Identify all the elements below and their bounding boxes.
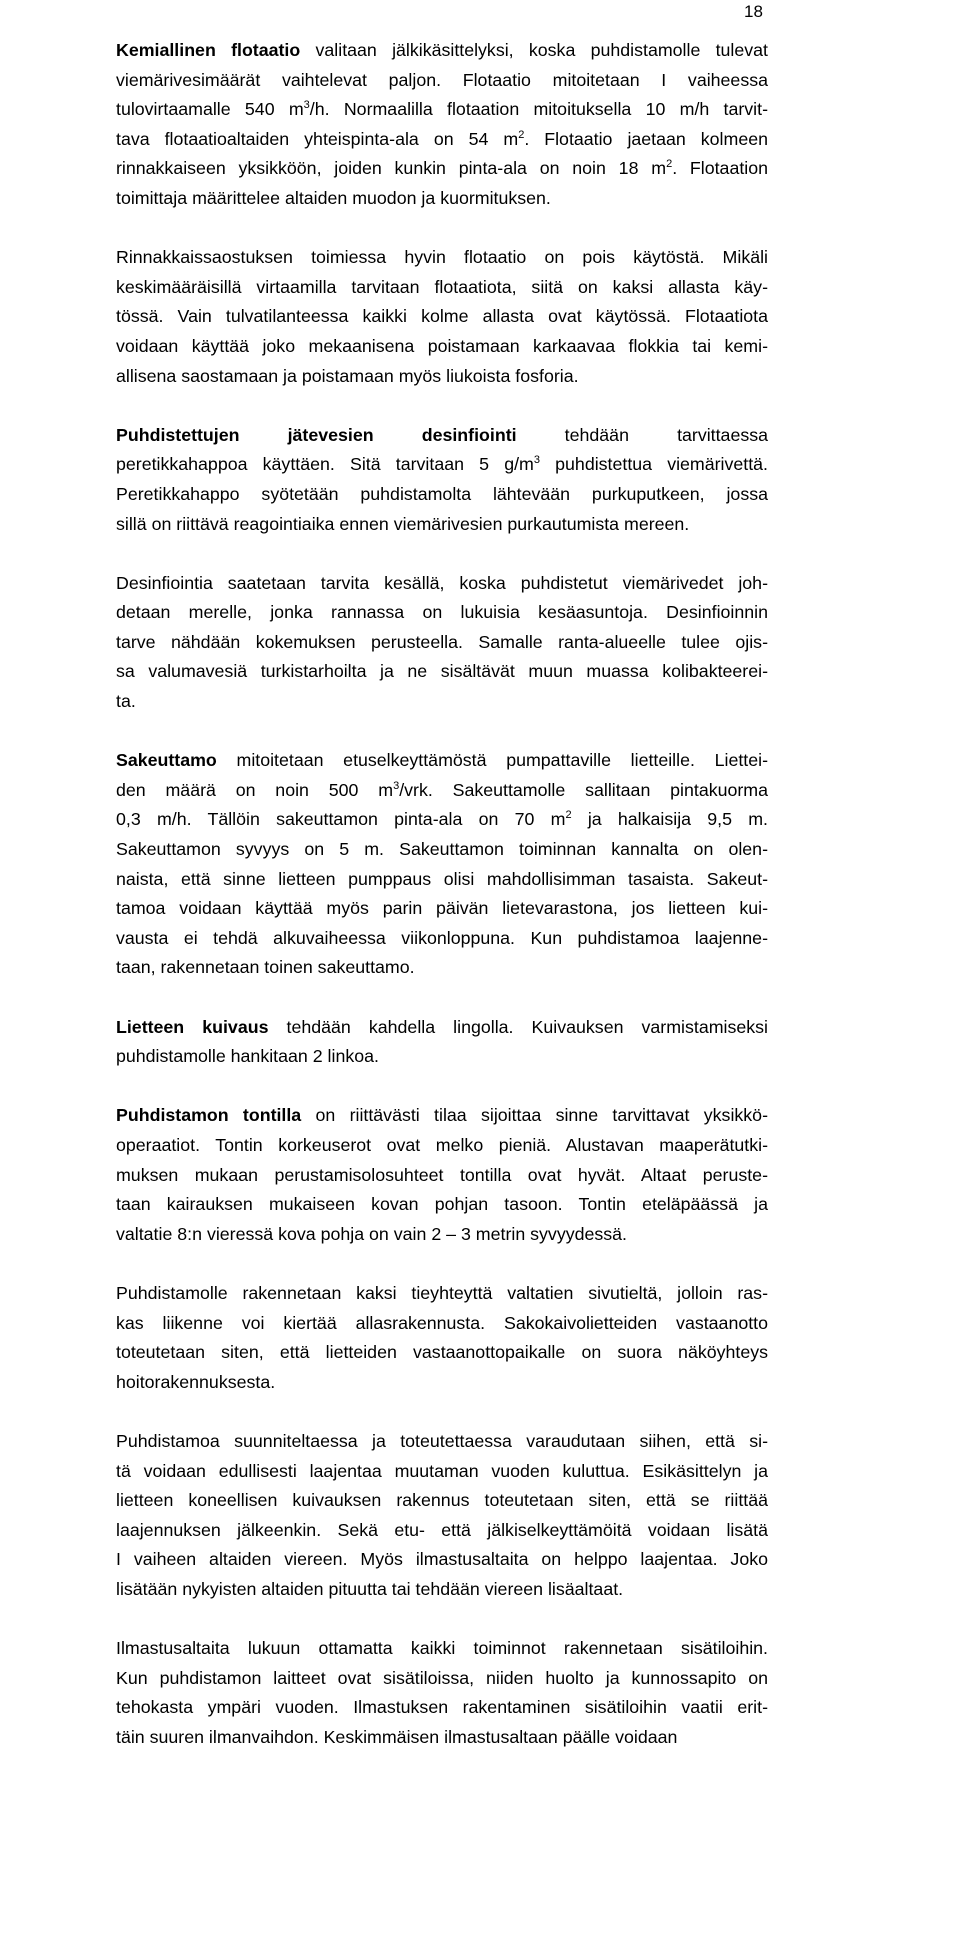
text-line: Puhdistamon tontilla on riittävästi tilaa sijoittaa sinne tarvittavat yksikkö- [116, 1105, 768, 1126]
text-line: Puhdistamoa suunniteltaessa ja toteutettaessa varaudutaan siihen, että si- [116, 1430, 768, 1451]
paragraph-gap [116, 1249, 768, 1279]
paragraph [116, 569, 768, 717]
paragraph [116, 1279, 768, 1397]
paragraph-gap [116, 391, 768, 421]
text-line: toimittaja määrittelee altaiden muodon ja kuormituksen. [116, 187, 551, 208]
paragraph [116, 1634, 768, 1752]
paragraph-gap [116, 1072, 768, 1102]
text-line: I vaiheen altaiden viereen. Myös ilmastusaltaita on helppo laajentaa. Joko [116, 1549, 768, 1570]
text-line: muksen mukaan perustamisolosuhteet tontilla ovat hyvät. Altaat peruste- [116, 1164, 768, 1185]
document-body [116, 36, 768, 1752]
paragraph [116, 1427, 768, 1605]
text-line: viemärivesimäärät vaihtelevat paljon. Flotaatio mitoitetaan I vaiheessa [116, 69, 768, 90]
text-line: kas liikenne voi kiertää allasrakennusta. Sakokaivolietteiden vastaanotto [116, 1312, 768, 1333]
text-line: Rinnakkaissaostuksen toimiessa hyvin flotaatio on pois käytöstä. Mikäli [116, 247, 768, 268]
text-line: valtatie 8:n vieressä kova pohja on vain 2 – 3 metrin syvyydessä. [116, 1223, 627, 1244]
text-line: detaan merelle, jonka rannassa on lukuisia kesäasuntoja. Desinfioinnin [116, 602, 768, 623]
text-line: laajennuksen jälkeenkin. Sekä etu- että jälkiselkeyttämöitä voidaan lisätä [116, 1519, 768, 1540]
text-line: puhdistamolle hankitaan 2 linkoa. [116, 1046, 379, 1067]
text-line: sa valumavesiä turkistarhoilta ja ne sisältävät muun muassa kolibakteerei- [116, 661, 768, 682]
text-line: Kemiallinen flotaatio valitaan jälkikäsittelyksi, koska puhdistamolle tulevat [116, 40, 768, 60]
text-line: tava flotaatioaltaiden yhteispinta-ala on 54 $m^2$. Flotaatio jaetaan kolmeen [116, 128, 768, 149]
text-line: sillä on riittävä reagointiaika ennen viemärivesien purkautumista mereen. [116, 513, 690, 534]
text-line: toteutetaan siten, että lietteiden vastaanottopaikalle on suora näköyhteys [116, 1342, 768, 1363]
text-line: den määrä on noin 500 $m^3$/vrk. Sakeuttamolle sallitaan pintakuorma [116, 779, 768, 800]
text-line: Puhdistamolle rakennetaan kaksi tieyhteyttä valtatien sivutieltä, jolloin ras- [116, 1282, 768, 1303]
text-line: tamoa voidaan käyttää myös parin päivän lietevarastona, jos lietteen kui- [116, 898, 768, 919]
text-line: Sakeuttamo mitoitetaan etuselkeyttämöstä pumpattaville lietteille. Liettei- [116, 750, 768, 771]
text-line: täin suuren ilmanvaihdon. Keskimmäisen ilmastusaltaan päälle voidaan [116, 1726, 678, 1747]
paragraph [116, 1101, 768, 1249]
text-line: lisätään nykyisten altaiden pituutta tai tehdään viereen lisäaltaat. [116, 1578, 624, 1599]
paragraph [116, 421, 768, 539]
text-line: Peretikkahappo syötetään puhdistamolta lähtevään purkuputkeen, jossa [116, 483, 768, 504]
text-line: taan, rakennetaan toinen sakeuttamo. [116, 957, 415, 978]
paragraph [116, 243, 768, 391]
paragraph-gap [116, 983, 768, 1013]
text-line: ta. [116, 691, 136, 712]
text-line: tulovirtaamalle 540 $m^3/h$. Normaalilla flotaation mitoituksella 10 m/h tarvit- [116, 99, 768, 120]
text-line: keskimääräisillä virtaamilla tarvitaan flotaatiota, siitä on kaksi allasta käy- [116, 276, 768, 297]
text-line: peretikkahappoa käyttäen. Sitä tarvitaan 5 $g/m^3$ puhdistettua viemärivettä. [116, 454, 768, 475]
text-line: Desinfiointia saatetaan tarvita kesällä, koska puhdistetut viemärivedet joh- [116, 572, 768, 593]
paragraph [116, 746, 768, 983]
paragraph-gap [116, 214, 768, 244]
text-line: naista, että sinne lietteen pumppaus olisi mahdollisimman tasaista. Sakeut- [116, 868, 768, 889]
paragraph-gap [116, 539, 768, 569]
text-line: hoitorakennuksesta. [116, 1371, 276, 1392]
paragraph-gap [116, 717, 768, 747]
text-line: Lietteen kuivaus tehdään kahdella lingolla. Kuivauksen varmistamiseksi [116, 1016, 768, 1037]
paragraph [116, 36, 768, 214]
text-line: tarve nähdään kokemuksen perusteella. Samalle ranta-alueelle tulee ojis- [116, 631, 768, 652]
text-line: Sakeuttamon syvyys on 5 m. Sakeuttamon toiminnan kannalta on olen- [116, 839, 768, 860]
text-line: lietteen koneellisen kuivauksen rakennus toteutetaan siten, että se riittää [116, 1490, 768, 1511]
page-number: 18 [744, 2, 763, 21]
text-line: voidaan käyttää joko mekaanisena poistamaan karkaavaa flokkia tai kemi- [116, 335, 768, 356]
text-line: taan kairauksen mukaiseen kovan pohjan tasoon. Tontin eteläpäässä ja [116, 1194, 768, 1215]
text-line: Puhdistettujen jätevesien desinfiointi tehdään tarvittaessa [116, 424, 769, 445]
text-line: 0,3 m/h. Tällöin sakeuttamon pinta-ala on 70 $m^2$ ja halkaisija 9,5 m. [116, 809, 768, 830]
text-line: vausta ei tehdä alkuvaiheessa viikonloppuna. Kun puhdistamoa laajenne- [116, 927, 768, 948]
paragraph [116, 1013, 768, 1072]
text-line: tössä. Vain tulvatilanteessa kaikki kolme allasta ovat käytössä. Flotaatiota [116, 306, 768, 327]
text-line: Kun puhdistamon laitteet ovat sisätiloissa, niiden huolto ja kunnossapito on [116, 1667, 768, 1688]
text-line: tä voidaan edullisesti laajentaa muutaman vuoden kuluttua. Esikäsittelyn ja [116, 1460, 768, 1481]
paragraph-gap [116, 1397, 768, 1427]
text-line: tehokasta ympäri vuoden. Ilmastuksen rakentaminen sisätiloihin vaatii erit- [116, 1697, 768, 1718]
text-line: operaatiot. Tontin korkeuserot ovat melko pieniä. Alustavan maaperätutki- [116, 1134, 768, 1155]
text-line: allisena saostamaan ja poistamaan myös liukoista fosforia. [116, 365, 579, 386]
text-line: Ilmastusaltaita lukuun ottamatta kaikki toiminnot rakennetaan sisätiloihin. [116, 1638, 768, 1659]
paragraph-gap [116, 1604, 768, 1634]
text-line: rinnakkaiseen yksikköön, joiden kunkin pinta-ala on noin 18 $m^2$. Flotaation [116, 158, 768, 179]
